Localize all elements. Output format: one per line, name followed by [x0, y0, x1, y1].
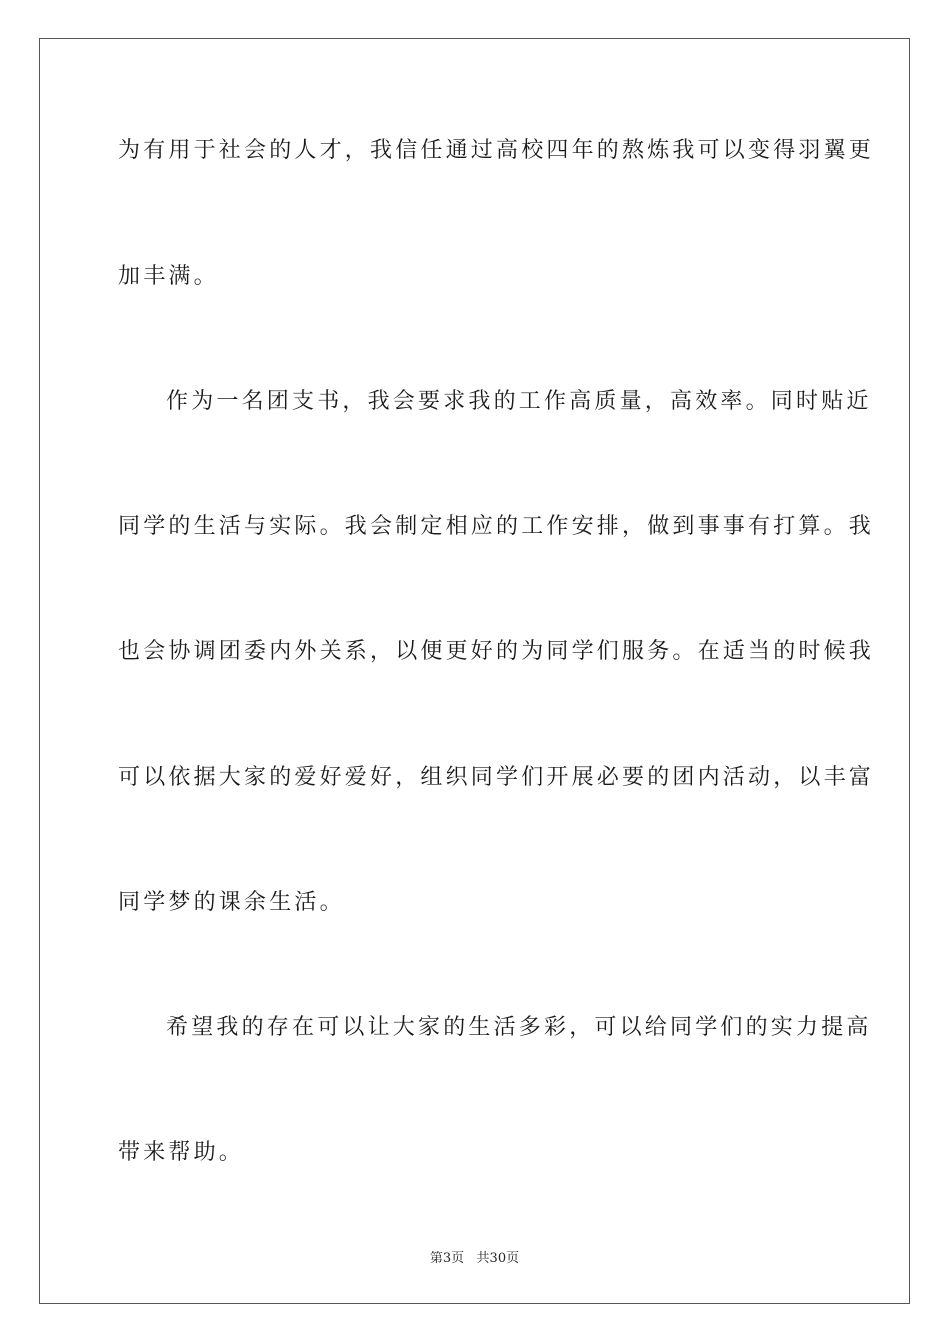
paragraph-line: 作为一名团支书，我会要求我的工作高质量，高效率。同时贴近: [166, 389, 872, 414]
paragraph-line: 为有用于社会的人才，我信任通过高校四年的熬炼我可以变得羽翼更: [118, 138, 875, 163]
paragraph-line: 希望我的存在可以让大家的生活多彩，可以给同学们的实力提高: [166, 1015, 872, 1040]
paragraph-line: 可以依据大家的爱好爱好，组织同学们开展必要的团内活动，以丰富: [118, 765, 875, 790]
document-page: [39, 38, 910, 1304]
paragraph-line: 加丰满。: [118, 264, 219, 289]
paragraph-line: 也会协调团委内外关系，以便更好的为同学们服务。在适当的时候我: [118, 639, 875, 664]
paragraph-line: 带来帮助。: [118, 1140, 245, 1165]
page-number-footer: 第3页 共30页: [429, 1251, 520, 1266]
paragraph-line: 同学的生活与实际。我会制定相应的工作安排，做到事事有打算。我: [118, 514, 875, 539]
paragraph-line: 同学梦的课余生活。: [118, 890, 345, 915]
